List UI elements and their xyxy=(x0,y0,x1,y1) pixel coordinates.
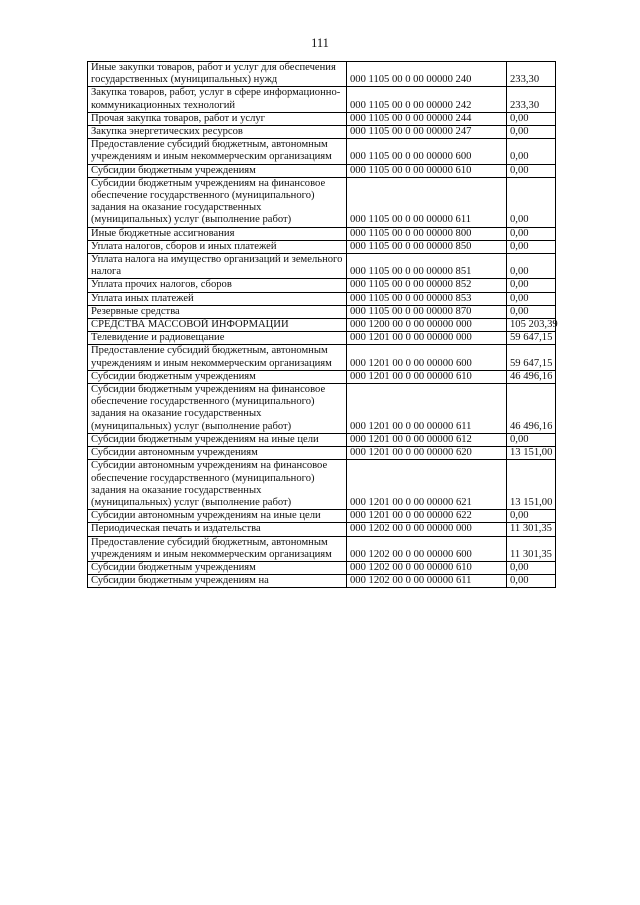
row-amount-cell: 59 647,15 xyxy=(507,345,556,370)
table-row xyxy=(88,87,556,112)
row-code-cell: 000 1202 00 0 00 00000 600 xyxy=(347,536,507,561)
row-code-cell: 000 1201 00 0 00 00000 621 xyxy=(347,460,507,510)
table-row xyxy=(88,510,556,523)
row-amount-cell: 0,00 xyxy=(507,139,556,164)
row-amount-cell: 0,00 xyxy=(507,126,556,139)
table-row xyxy=(88,305,556,318)
table-row xyxy=(88,292,556,305)
row-amount-cell: 0,00 xyxy=(507,279,556,292)
row-code-cell: 000 1201 00 0 00 00000 611 xyxy=(347,384,507,434)
row-code-cell: 000 1201 00 0 00 00000 620 xyxy=(347,447,507,460)
table-row xyxy=(88,384,556,434)
row-code-cell: 000 1105 00 0 00 00000 850 xyxy=(347,240,507,253)
row-amount-cell: 59 647,15 xyxy=(507,332,556,345)
row-name-cell: Субсидии бюджетным учреждениям на xyxy=(88,575,347,588)
table-row xyxy=(88,240,556,253)
row-code-cell: 000 1105 00 0 00 00000 610 xyxy=(347,164,507,177)
table-row xyxy=(88,177,556,227)
row-amount-cell: 0,00 xyxy=(507,292,556,305)
row-amount-cell: 0,00 xyxy=(507,575,556,588)
row-code-cell: 000 1105 00 0 00 00000 852 xyxy=(347,279,507,292)
row-code-cell: 000 1201 00 0 00 00000 622 xyxy=(347,510,507,523)
table-row xyxy=(88,112,556,125)
row-amount-cell: 0,00 xyxy=(507,254,556,279)
row-name-cell: Прочая закупка товаров, работ и услуг xyxy=(88,112,347,125)
table-row xyxy=(88,447,556,460)
row-code-cell: 000 1200 00 0 00 00000 000 xyxy=(347,319,507,332)
table-row xyxy=(88,164,556,177)
row-amount-cell: 0,00 xyxy=(507,561,556,574)
table-row xyxy=(88,227,556,240)
row-name-cell: Уплата иных платежей xyxy=(88,292,347,305)
table-row xyxy=(88,126,556,139)
table-row xyxy=(88,345,556,370)
row-code-cell: 000 1105 00 0 00 00000 853 xyxy=(347,292,507,305)
row-name-cell: Закупка энергетических ресурсов xyxy=(88,126,347,139)
row-name-cell: Субсидии бюджетным учреждениям xyxy=(88,164,347,177)
row-code-cell: 000 1105 00 0 00 00000 600 xyxy=(347,139,507,164)
row-amount-cell: 0,00 xyxy=(507,164,556,177)
table-body xyxy=(88,62,556,588)
row-code-cell: 000 1202 00 0 00 00000 610 xyxy=(347,561,507,574)
row-amount-cell: 0,00 xyxy=(507,510,556,523)
row-name-cell: Уплата прочих налогов, сборов xyxy=(88,279,347,292)
row-code-cell: 000 1202 00 0 00 00000 611 xyxy=(347,575,507,588)
row-name-cell: Иные закупки товаров, работ и услуг для обеспечения государственных (муниципальных) нужд xyxy=(88,62,347,87)
row-code-cell: 000 1105 00 0 00 00000 247 xyxy=(347,126,507,139)
row-name-cell: Предоставление субсидий бюджетным, автономным учреждениям и иным некоммерческим организациям xyxy=(88,345,347,370)
page-number: 111 xyxy=(311,36,329,50)
row-amount-cell: 105 203,39 xyxy=(507,319,556,332)
row-name-cell: Субсидии автономным учреждениям на финансовое обеспечение государственного (муниципального) задания на оказание государственных (муниципальных) услуг (выполнение работ) xyxy=(88,460,347,510)
row-name-cell: Субсидии автономным учреждениям на иные цели xyxy=(88,510,347,523)
table-row xyxy=(88,332,556,345)
row-name-cell: Резервные средства xyxy=(88,305,347,318)
row-code-cell: 000 1105 00 0 00 00000 851 xyxy=(347,254,507,279)
row-name-cell: Уплата налога на имущество организаций и земельного налога xyxy=(88,254,347,279)
row-code-cell: 000 1201 00 0 00 00000 600 xyxy=(347,345,507,370)
table-row xyxy=(88,523,556,536)
row-code-cell: 000 1105 00 0 00 00000 870 xyxy=(347,305,507,318)
row-name-cell: Периодическая печать и издательства xyxy=(88,523,347,536)
row-name-cell: Предоставление субсидий бюджетным, автономным учреждениям и иным некоммерческим организациям xyxy=(88,536,347,561)
table-row xyxy=(88,433,556,446)
row-name-cell: Субсидии автономным учреждениям xyxy=(88,447,347,460)
row-code-cell: 000 1201 00 0 00 00000 000 xyxy=(347,332,507,345)
table-row xyxy=(88,575,556,588)
row-amount-cell: 233,30 xyxy=(507,62,556,87)
row-name-cell: Уплата налогов, сборов и иных платежей xyxy=(88,240,347,253)
table-row xyxy=(88,460,556,510)
row-name-cell: Закупка товаров, работ, услуг в сфере информационно-коммуникационных технологий xyxy=(88,87,347,112)
table-row xyxy=(88,536,556,561)
row-name-cell: Телевидение и радиовещание xyxy=(88,332,347,345)
row-amount-cell: 46 496,16 xyxy=(507,384,556,434)
row-amount-cell: 13 151,00 xyxy=(507,447,556,460)
row-code-cell: 000 1201 00 0 00 00000 612 xyxy=(347,433,507,446)
row-amount-cell: 11 301,35 xyxy=(507,536,556,561)
row-amount-cell: 11 301,35 xyxy=(507,523,556,536)
row-amount-cell: 0,00 xyxy=(507,305,556,318)
table-row xyxy=(88,62,556,87)
row-name-cell: СРЕДСТВА МАССОВОЙ ИНФОРМАЦИИ xyxy=(88,319,347,332)
row-amount-cell: 46 496,16 xyxy=(507,370,556,383)
table-row xyxy=(88,254,556,279)
row-name-cell: Субсидии бюджетным учреждениям на финансовое обеспечение государственного (муниципального) задания на оказание государственных (муниципальных) услуг (выполнение работ) xyxy=(88,177,347,227)
row-code-cell: 000 1105 00 0 00 00000 244 xyxy=(347,112,507,125)
table-row xyxy=(88,370,556,383)
row-code-cell: 000 1202 00 0 00 00000 000 xyxy=(347,523,507,536)
row-code-cell: 000 1105 00 0 00 00000 611 xyxy=(347,177,507,227)
row-name-cell: Предоставление субсидий бюджетным, автономным учреждениям и иным некоммерческим организациям xyxy=(88,139,347,164)
row-amount-cell: 233,30 xyxy=(507,87,556,112)
row-amount-cell: 0,00 xyxy=(507,433,556,446)
row-code-cell: 000 1105 00 0 00 00000 240 xyxy=(347,62,507,87)
table-row xyxy=(88,561,556,574)
row-name-cell: Иные бюджетные ассигнования xyxy=(88,227,347,240)
table-row xyxy=(88,279,556,292)
row-amount-cell: 0,00 xyxy=(507,112,556,125)
budget-table xyxy=(87,61,556,588)
row-name-cell: Субсидии бюджетным учреждениям xyxy=(88,370,347,383)
row-name-cell: Субсидии бюджетным учреждениям на иные цели xyxy=(88,433,347,446)
table-row xyxy=(88,319,556,332)
row-code-cell: 000 1105 00 0 00 00000 800 xyxy=(347,227,507,240)
row-name-cell: Субсидии бюджетным учреждениям xyxy=(88,561,347,574)
row-amount-cell: 0,00 xyxy=(507,240,556,253)
row-code-cell: 000 1105 00 0 00 00000 242 xyxy=(347,87,507,112)
row-name-cell: Субсидии бюджетным учреждениям на финансовое обеспечение государственного (муниципального) задания на оказание государственных (муниципальных) услуг (выполнение работ) xyxy=(88,384,347,434)
row-amount-cell: 13 151,00 xyxy=(507,460,556,510)
table-row xyxy=(88,139,556,164)
row-code-cell: 000 1201 00 0 00 00000 610 xyxy=(347,370,507,383)
row-amount-cell: 0,00 xyxy=(507,227,556,240)
row-amount-cell: 0,00 xyxy=(507,177,556,227)
